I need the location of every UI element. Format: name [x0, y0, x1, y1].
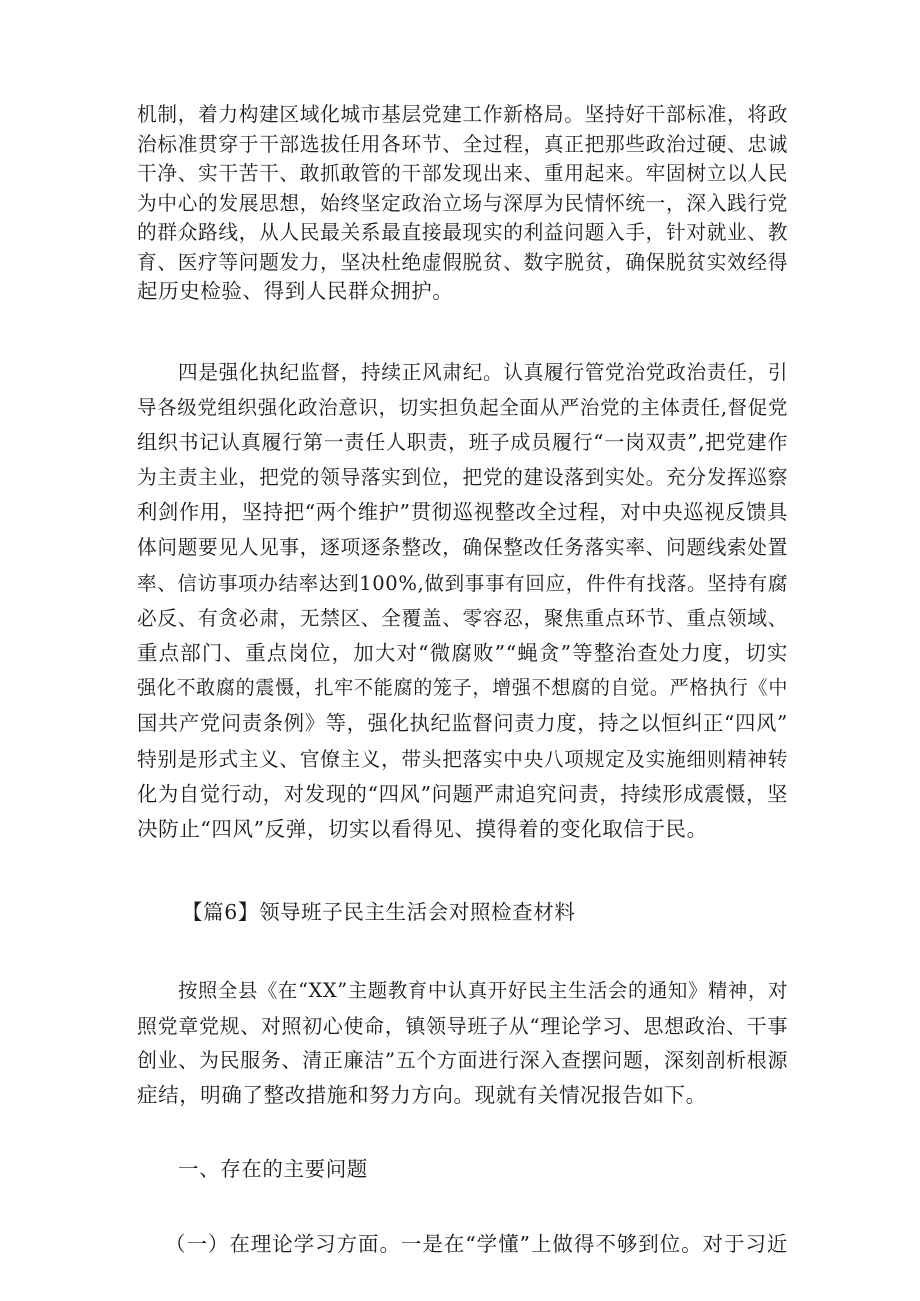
paragraph-continuation [137, 100, 788, 307]
text-line: 特别是形式主义、官僚主义，带头把落实中央八项规定及实施细则精神转 [137, 747, 788, 771]
text-line: 症结，明确了整改措施和努力方向。现就有关情况报告如下。 [137, 1082, 707, 1107]
chapter-heading [137, 895, 788, 930]
text-line: 国共产党问责条例》等，强化执纪监督问责力度，持之以恒纠正“四风” [137, 711, 788, 736]
text-line: 导各级党组织强化政治意识，切实担负起全面从严治党的主体责任,督促党 [137, 395, 788, 419]
text-line: 的群众路线，从人民最关系最直接最现实的利益问题入手，针对就业、教 [137, 221, 788, 244]
section-heading [137, 1152, 788, 1187]
paragraph-supervision [137, 355, 788, 848]
section-heading-text: 一、存在的主要问题 [178, 1157, 368, 1182]
text-line: 利剑作用，坚持把“两个维护”贯彻巡视整改全过程，对中央巡视反馈具 [137, 500, 788, 525]
text-line: 为中心的发展思想，始终坚定政治立场与深厚为民情怀统一，深入践行党 [137, 191, 788, 215]
text-line: 干净、实干苦干、敢抓敢管的干部发现出来、重用起来。牢固树立以人民 [137, 162, 788, 185]
text-line: 照党章党规、对照初心使命，镇领导班子从“理论学习、思想政治、干事 [137, 1013, 788, 1038]
text-line: 体问题要见人见事，逐项逐条整改，确保整改任务落实率、问题线索处置 [137, 536, 788, 560]
text-line: 组织书记认真履行第一责任人职责，班子成员履行“一岗双责”,把党建作 [137, 429, 788, 454]
text-line: 率、信访事项办结率达到100%,做到事事有回应，件件有找落。坚持有腐 [137, 571, 788, 595]
text-line: 起历史检验、得到人民群众拥护。 [137, 279, 454, 303]
text-line: 育、医疗等问题发力，坚决杜绝虚假脱贫、数字脱贫，确保脱贫实效经得 [137, 250, 788, 274]
text-line: （一）在理论学习方面。一是在“学懂”上做得不够到位。对于习近 [165, 1232, 788, 1257]
text-line: 机制，着力构建区域化城市基层党建工作新格局。坚持好干部标准，将政 [137, 103, 788, 126]
text-line: 四是强化执纪监督，持续正风肃纪。认真履行管党治党政治责任，引 [178, 360, 788, 384]
text-line: 强化不敢腐的震慑，扎牢不能腐的笼子，增强不想腐的自觉。严格执行《中 [137, 677, 788, 700]
text-line: 化为自觉行动，对发现的“四风”问题严肃追究问责，持续形成震慑，坚 [137, 781, 788, 806]
text-line: 创业、为民服务、清正廉洁”五个方面进行深入查摆问题，深刻剖析根源 [137, 1048, 788, 1073]
text-line: 为主责主业，把党的领导落实到位，把党的建设落到实处。充分发挥巡察 [137, 466, 788, 490]
text-line: 治标准贯穿于干部选拔任用各环节、全过程，真正把那些政治过硬、忠诚 [137, 132, 788, 156]
text-line: 必反、有贪必肃，无禁区、全覆盖、零容忍，聚焦重点环节、重点领域、 [137, 606, 788, 630]
chapter-heading-text: 【篇6】领导班子民主生活会对照检查材料 [182, 900, 576, 925]
paragraph-theory [137, 1227, 788, 1262]
paragraph-intro [137, 974, 788, 1112]
text-line: 决防止“四风”反弹，切实以看得见、摸得着的变化取信于民。 [137, 816, 708, 841]
text-line: 重点部门、重点岗位，加大对“微腐败”“蝇贪”等整治查处力度，切实 [137, 641, 788, 665]
text-line: 按照全县《在“XX”主题教育中认真开好民主生活会的通知》精神，对 [178, 979, 788, 1003]
